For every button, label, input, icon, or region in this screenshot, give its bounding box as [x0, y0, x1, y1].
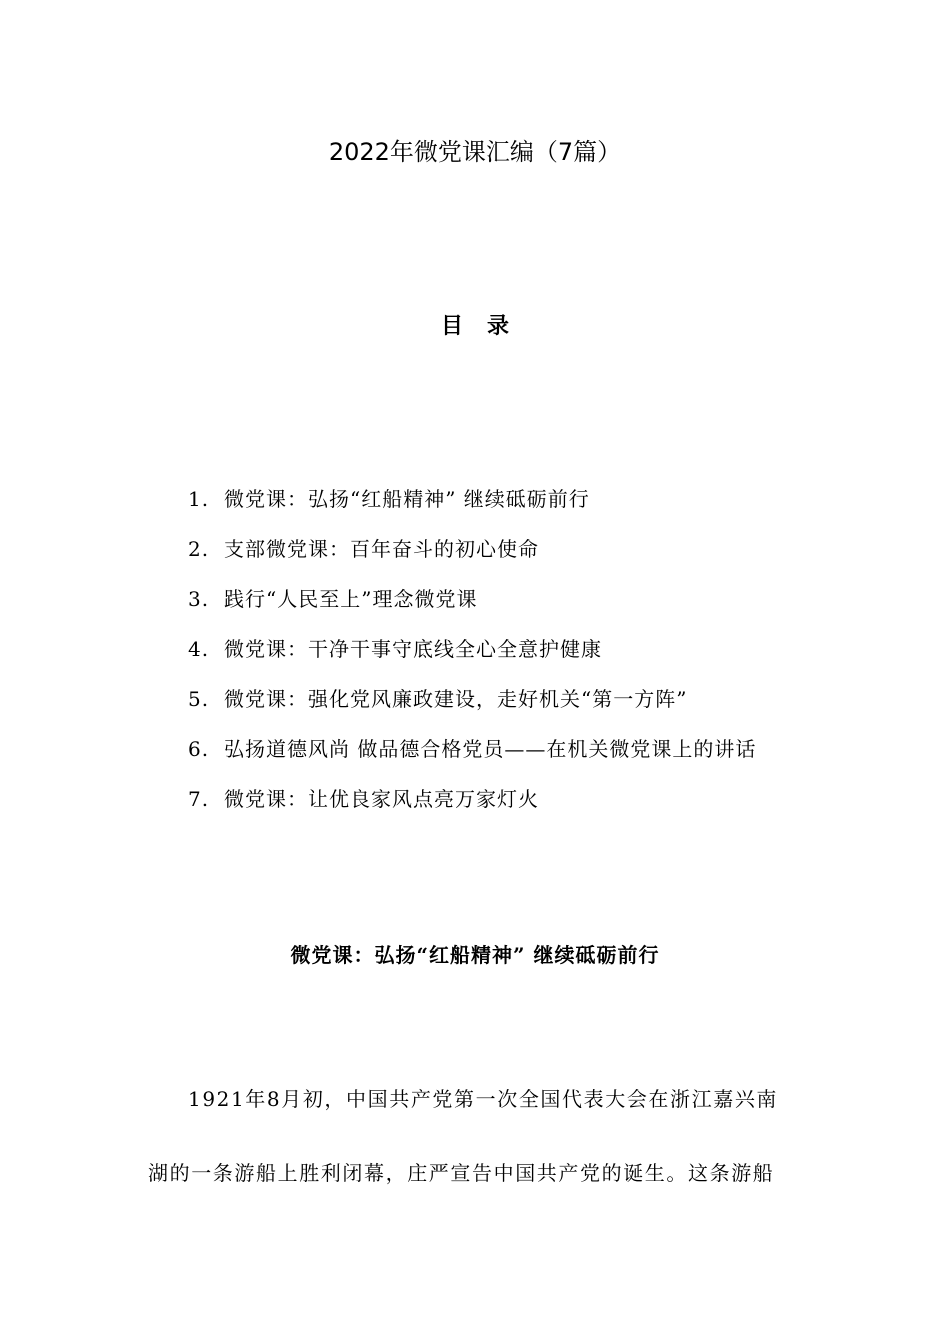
toc-item-1[interactable] [188, 483, 828, 533]
toc-item-text: 微党课：强化党风廉政建设，走好机关“第一方阵” [224, 687, 688, 711]
body-paragraph-line: 1921年8月初，中国共产党第一次全国代表大会在浙江嘉兴南 [188, 1087, 779, 1111]
toc-item-5[interactable] [188, 683, 828, 733]
toc-item-text: 微党课：让优良家风点亮万家灯火 [224, 787, 539, 811]
toc-item-text: 支部微党课：百年奋斗的初心使命 [224, 537, 539, 561]
toc-item-4[interactable] [188, 633, 828, 683]
toc-item-number: 7. [188, 787, 210, 811]
toc-item-number: 1. [188, 487, 210, 511]
toc-item-number: 6. [188, 737, 210, 761]
toc-item-number: 3. [188, 587, 210, 611]
toc-item-number: 4. [188, 637, 210, 661]
toc-item-text: 微党课：弘扬“红船精神” 继续砥砺前行 [224, 487, 590, 511]
toc-item-6[interactable] [188, 733, 828, 783]
toc-item-number: 2. [188, 537, 210, 561]
toc-item-text: 弘扬道德风尚 做品德合格党员——在机关微党课上的讲话 [224, 737, 757, 761]
toc-item-text: 践行“人民至上”理念微党课 [224, 587, 478, 611]
toc-heading: 目录 [440, 314, 533, 339]
section-title: 微党课：弘扬“红船精神” 继续砥砺前行 [290, 943, 660, 967]
toc-item-3[interactable] [188, 583, 828, 633]
toc-item-2[interactable] [188, 533, 828, 583]
toc-item-number: 5. [188, 687, 210, 711]
table-of-contents [188, 483, 828, 833]
toc-item-text: 微党课：干净干事守底线全心全意护健康 [224, 637, 602, 661]
body-paragraph-line: 湖的一条游船上胜利闭幕，庄严宣告中国共产党的诞生。这条游船 [148, 1161, 775, 1185]
toc-item-7[interactable] [188, 783, 828, 833]
document-title: 2022年微党课汇编（7篇） [328, 138, 622, 166]
